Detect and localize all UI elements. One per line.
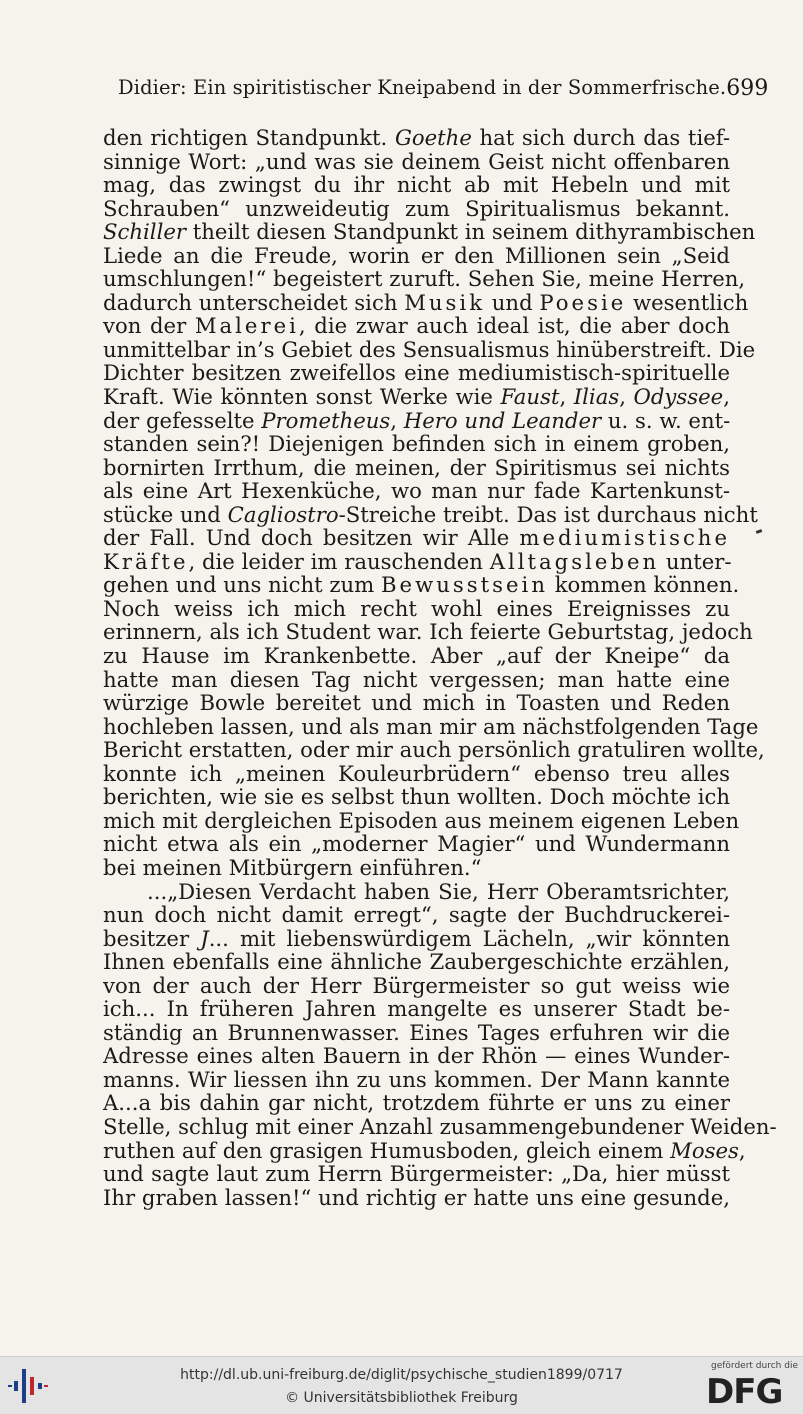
text-segment: mich mit dergleichen Episoden aus meinem eigenen Leben xyxy=(103,807,740,833)
text-line xyxy=(103,432,730,456)
spaced-emphasis: Malerei xyxy=(194,313,299,339)
text-segment: , die zwar auch ideal ist, die aber doch xyxy=(298,313,730,339)
body-text xyxy=(103,125,777,1210)
text-line xyxy=(103,856,730,880)
text-segment: ruthen auf den grasigen Humusboden, gleich einem xyxy=(103,1137,671,1163)
text-segment: berichten, wie sie es selbst thun wollten. Doch möchte ich xyxy=(103,784,731,810)
text-segment: bei meinen Mitbürgern einführen.“ xyxy=(103,854,482,880)
text-segment: hat sich durch das tief- xyxy=(471,125,730,150)
text-segment: konnte ich „meinen Kouleurbrüdern“ ebenso treu alles xyxy=(103,760,730,786)
text-segment: , xyxy=(738,1137,746,1163)
margin-mark xyxy=(756,529,763,534)
text-line xyxy=(103,997,730,1021)
text-segment: nicht etwa als ein „moderner Magier“ und Wundermann xyxy=(103,831,730,857)
text-line xyxy=(103,691,730,715)
text-segment: dadurch unterscheidet sich xyxy=(103,289,405,315)
text-line xyxy=(103,619,753,645)
text-line xyxy=(103,974,730,998)
text-segment: hochleben lassen, und als man mir am nächstfolgenden Tage xyxy=(103,713,759,739)
italic-name: Prometheus xyxy=(261,407,391,433)
text-segment: erinnern, als ich Student war. Ich feierte Geburtstag, jedoch xyxy=(103,619,753,645)
text-segment: theilt diesen Standpunkt in seinem dithyrambischen xyxy=(186,219,756,245)
text-segment: gehen und uns nicht zum xyxy=(103,572,381,598)
text-segment: Schrauben“ unzweideutig zum Spiritualismus bekannt. xyxy=(103,195,730,221)
text-line xyxy=(103,219,756,245)
text-segment: besitzer xyxy=(103,925,201,951)
text-segment: stücke und xyxy=(103,501,228,527)
text-line xyxy=(103,314,730,338)
text-segment: Kraft. Wie könnten sonst Werke wie xyxy=(103,384,501,410)
text-segment: ständig an Brunnenwasser. Eines Tages erfuhren wir die xyxy=(103,1019,730,1045)
spaced-emphasis: Bewusstsein xyxy=(380,572,548,598)
text-line xyxy=(103,950,730,974)
text-line xyxy=(103,644,730,668)
text-segment: Dichter besitzen zweifellos eine mediumistisch-spirituelle xyxy=(103,360,730,386)
text-segment: Bericht erstatten, oder mir auch persönlich gratuliren wollte, xyxy=(103,737,765,763)
italic-name: Faust xyxy=(500,384,560,410)
text-segment: den richtigen Standpunkt. xyxy=(103,125,395,150)
text-line xyxy=(103,1113,777,1139)
text-line xyxy=(103,903,730,927)
text-line xyxy=(103,1186,730,1210)
text-segment: würzige Bowle bereitet und mich in Toasten und Reden xyxy=(103,690,730,716)
text-segment: standen sein?! Diejenigen befinden sich in einem groben, xyxy=(103,431,730,457)
italic-name: Odyssee xyxy=(633,384,724,410)
text-segment: manns. Wir liessen ihn zu uns kommen. Der Mann kannte xyxy=(103,1066,730,1092)
text-segment: ich... In früheren Jahren mangelte es unserer Stadt be- xyxy=(103,996,730,1022)
text-segment: -Streiche treibt. Das ist durchaus nicht xyxy=(338,501,758,527)
spaced-emphasis: Musik xyxy=(404,289,486,315)
text-line xyxy=(103,501,758,527)
text-segment: umschlungen!“ begeistert zuruft. Sehen Sie, meine Herren, xyxy=(103,266,746,292)
text-segment: Ihnen ebenfalls eine ähnliche Zaubergeschichte erzählen, xyxy=(103,949,730,975)
text-line xyxy=(103,126,730,150)
text-segment: zu Hause im Krankenbette. Aber „auf der Kneipe“ da xyxy=(103,643,730,669)
text-segment: , xyxy=(723,384,730,410)
text-segment: Noch weiss ich mich recht wohl eines Ereignisses zu xyxy=(103,595,730,621)
text-segment: als eine Art Hexenküche, wo man nur fade Kartenkunst- xyxy=(103,478,730,504)
text-line xyxy=(103,173,730,197)
text-line xyxy=(103,832,730,856)
dfg-logo-text: DFG xyxy=(706,1372,783,1412)
text-line xyxy=(103,807,740,833)
text-line xyxy=(103,289,749,315)
italic-name: Hero und Leander xyxy=(403,407,602,433)
text-line xyxy=(103,762,730,786)
text-segment: Adresse eines alten Bauern in der Rhön — eines Wunder- xyxy=(103,1043,730,1069)
text-line xyxy=(103,1044,730,1068)
text-line xyxy=(103,1162,730,1186)
text-line xyxy=(103,385,730,409)
text-line xyxy=(103,526,730,550)
running-title: Didier: Ein spiritistischer Kneipabend in der Sommerfrische. xyxy=(118,76,727,99)
italic-name: J xyxy=(200,925,209,951)
text-segment: nun doch nicht damit erregt“, sagte der Buchdruckerei- xyxy=(103,902,730,928)
spaced-emphasis: mediumistische xyxy=(519,525,730,551)
text-segment: mag, das zwingst du ihr nicht ab mit Hebeln und mit xyxy=(103,172,730,198)
text-segment: von der xyxy=(103,313,195,339)
text-line xyxy=(103,1068,730,1092)
text-segment: der Fall. Und doch besitzen wir Alle xyxy=(103,525,520,551)
text-line xyxy=(103,713,759,739)
text-segment: und xyxy=(485,289,540,315)
text-line xyxy=(103,244,730,268)
page-number: 699 xyxy=(726,76,769,101)
text-segment: ... mit liebenswürdigem Lächeln, „wir könnten xyxy=(208,925,730,951)
footer-bar xyxy=(0,1356,803,1414)
text-segment: von der auch der Herr Bürgermeister so gut weiss wie xyxy=(103,972,730,998)
text-segment: der gefesselte xyxy=(103,407,262,433)
text-segment: Ihr graben lassen!“ und richtig er hatte uns eine gesunde, xyxy=(103,1184,730,1210)
text-line xyxy=(103,150,730,174)
text-segment: , xyxy=(390,407,404,433)
text-line xyxy=(103,336,756,362)
text-segment: unmittelbar in’s Gebiet des Sensualismus hinüberstreift. Die xyxy=(103,336,756,362)
running-head xyxy=(118,76,769,101)
italic-name: Ilias xyxy=(573,384,620,410)
text-line xyxy=(103,479,730,503)
text-segment: sinnige Wort: „und was sie deinem Geist nicht offenbaren xyxy=(103,148,730,174)
text-line xyxy=(103,550,730,574)
spaced-emphasis: Alltagsleben xyxy=(489,548,660,574)
copyright-notice: © Universitätsbibliothek Freiburg xyxy=(285,1390,518,1406)
text-segment: Liede an die Freude, worin er den Millionen sein „Seid xyxy=(103,242,730,268)
text-segment: ...„Diesen Verdacht haben Sie, Herr Oberamtsrichter, xyxy=(147,878,730,904)
italic-name: Moses xyxy=(670,1137,739,1163)
text-line xyxy=(103,737,765,763)
text-segment: A...a bis dahin gar nicht, trotzdem führte er uns zu einer xyxy=(103,1090,730,1116)
spaced-emphasis: Poesie xyxy=(539,289,627,315)
text-segment: Stelle, schlug mit einer Anzahl zusammengebundener Weiden- xyxy=(103,1113,777,1139)
text-line xyxy=(103,880,730,904)
text-segment: , xyxy=(559,384,574,410)
italic-name: Schiller xyxy=(103,219,187,245)
text-segment: kommen können. xyxy=(547,572,740,598)
text-segment: wesentlich xyxy=(626,289,749,315)
spaced-emphasis: Kräfte xyxy=(103,548,189,574)
text-line xyxy=(103,668,730,692)
text-line xyxy=(103,927,730,951)
sponsor-label: gefördert durch die xyxy=(711,1361,798,1371)
text-line xyxy=(103,361,730,385)
text-segment: bornirten Irrthum, die meinen, der Spiritismus sei nichts xyxy=(103,454,730,480)
text-line xyxy=(103,1021,730,1045)
text-segment: unter- xyxy=(659,548,732,574)
text-segment: und sagte laut zum Herrn Bürgermeister: „Da, hier müsst xyxy=(103,1161,730,1187)
text-segment: hatte man diesen Tag nicht vergessen; man hatte eine xyxy=(103,666,730,692)
text-line xyxy=(103,409,730,433)
text-segment: , xyxy=(619,384,634,410)
text-segment: u. s. w. ent- xyxy=(601,407,731,433)
text-line xyxy=(103,785,730,809)
text-line xyxy=(103,456,730,480)
text-segment: , die leider im rauschenden xyxy=(188,548,490,574)
text-line xyxy=(103,266,746,292)
text-line xyxy=(103,1091,730,1115)
text-line xyxy=(103,1137,746,1163)
text-line xyxy=(103,197,730,221)
italic-name: Cagliostro xyxy=(227,501,339,527)
italic-name: Goethe xyxy=(394,125,472,150)
dfg-logo xyxy=(706,1361,798,1411)
document-url[interactable]: http://dl.ub.uni-freiburg.de/diglit/psychische_studien1899/0717 xyxy=(180,1367,623,1383)
text-line xyxy=(103,572,740,598)
text-line xyxy=(103,597,730,621)
